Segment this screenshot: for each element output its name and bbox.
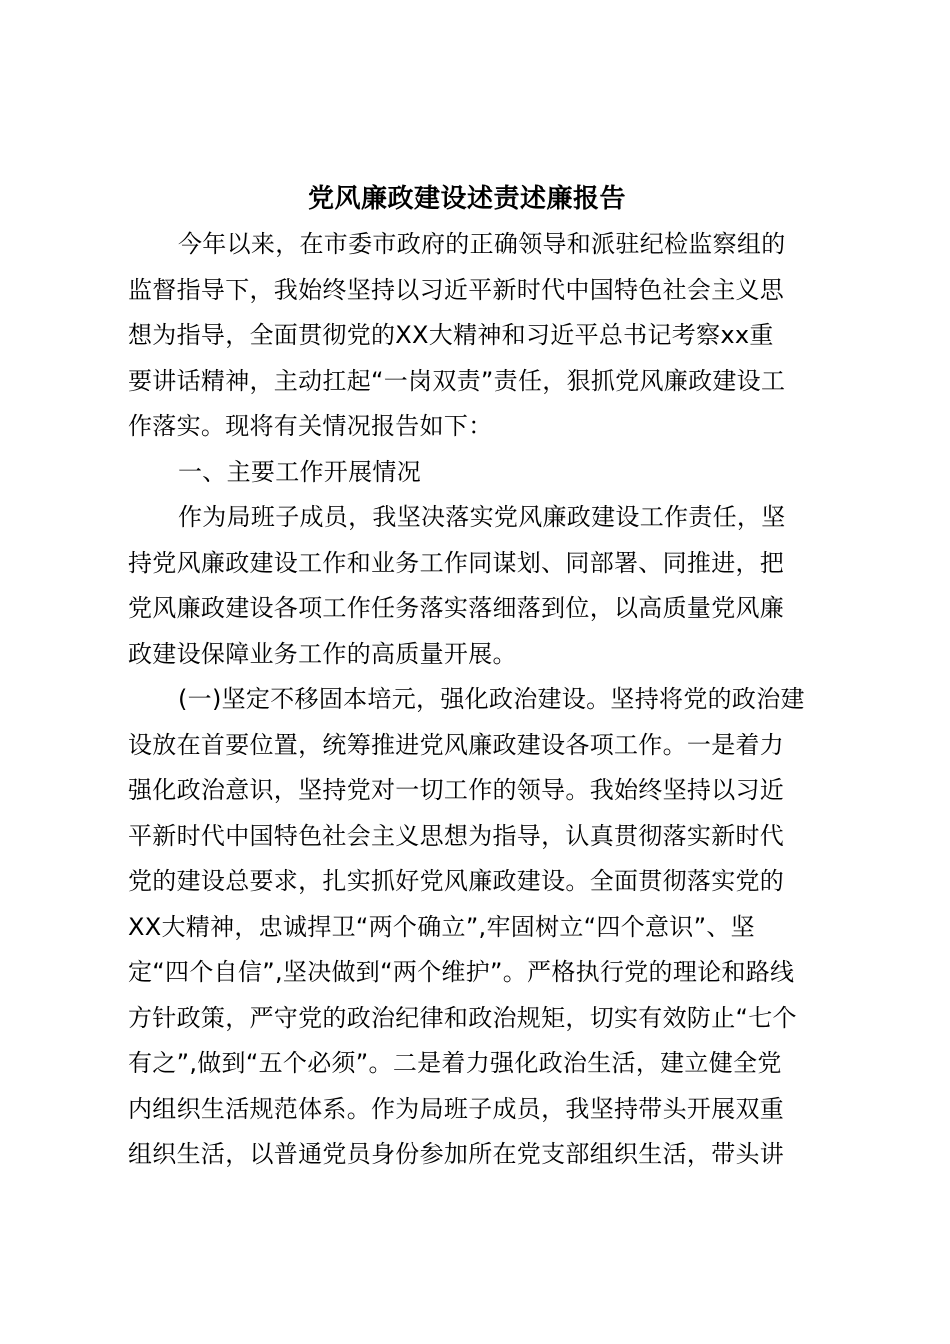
document-body [128, 176, 828, 1178]
subsection-line: 定“四个自信”,坚决做到“两个维护”。严格执行党的理论和路线 [128, 958, 795, 986]
subsection-line: (一)坚定不移固本培元，强化政治建设。坚持将党的政治建 [178, 685, 805, 713]
subsection-line: 内组织生活规范体系。作为局班子成员，我坚持带头开展双重 [128, 1094, 785, 1123]
section-line: 政建设保障业务工作的高质量开展。 [128, 639, 517, 668]
subsection-line: 方针政策，严守党的政治纪律和政治规矩，切实有效防止“七个 [128, 1003, 797, 1032]
subsection-line: 强化政治意识，坚持党对一切工作的领导。我始终坚持以习近 [128, 776, 785, 804]
section-paragraph [128, 495, 828, 677]
intro-line: 今年以来，在市委市政府的正确领导和派驻纪检监察组的 [178, 230, 786, 258]
document-title: 党风廉政建设述责述廉报告 [307, 184, 626, 214]
section-line: 作为局班子成员，我坚决落实党风廉政建设工作责任，坚 [178, 503, 786, 531]
section-heading: 一、主要工作开展情况 [178, 457, 421, 486]
subsection-line: 有之”,做到“五个必须”。二是着力强化政治生活，建立健全党 [128, 1049, 782, 1077]
subsection-line: XX大精神，忠诚捍卫“两个确立”,牢固树立“四个意识”、坚 [128, 912, 755, 941]
subsection-line: 党的建设总要求，扎实抓好党风廉政建设。全面贯彻落实党的 [128, 867, 785, 895]
intro-line: 要讲话精神，主动扛起“一岗双责”责任，狠抓党风廉政建设工 [128, 366, 786, 395]
subsection-line: 设放在首要位置，统筹推进党风廉政建设各项工作。一是着力 [128, 730, 785, 759]
intro-line: 监督指导下，我始终坚持以习近平新时代中国特色社会主义思 [128, 275, 785, 304]
subsection-paragraph [128, 677, 828, 1178]
intro-line: 想为指导，全面贯彻党的XX大精神和习近平总书记考察xx重 [128, 321, 774, 349]
section-line: 持党风廉政建设工作和业务工作同谋划、同部署、同推进，把 [128, 548, 785, 577]
subsection-line: 平新时代中国特色社会主义思想为指导，认真贯彻落实新时代 [128, 821, 785, 850]
intro-paragraph [128, 222, 828, 450]
subsection-line: 组织生活，以普通党员身份参加所在党支部组织生活，带头讲 [128, 1140, 785, 1168]
intro-line: 作落实。现将有关情况报告如下： [128, 412, 493, 440]
section-line: 党风廉政建设各项工作任务落实落细落到位，以高质量党风廉 [128, 594, 785, 622]
